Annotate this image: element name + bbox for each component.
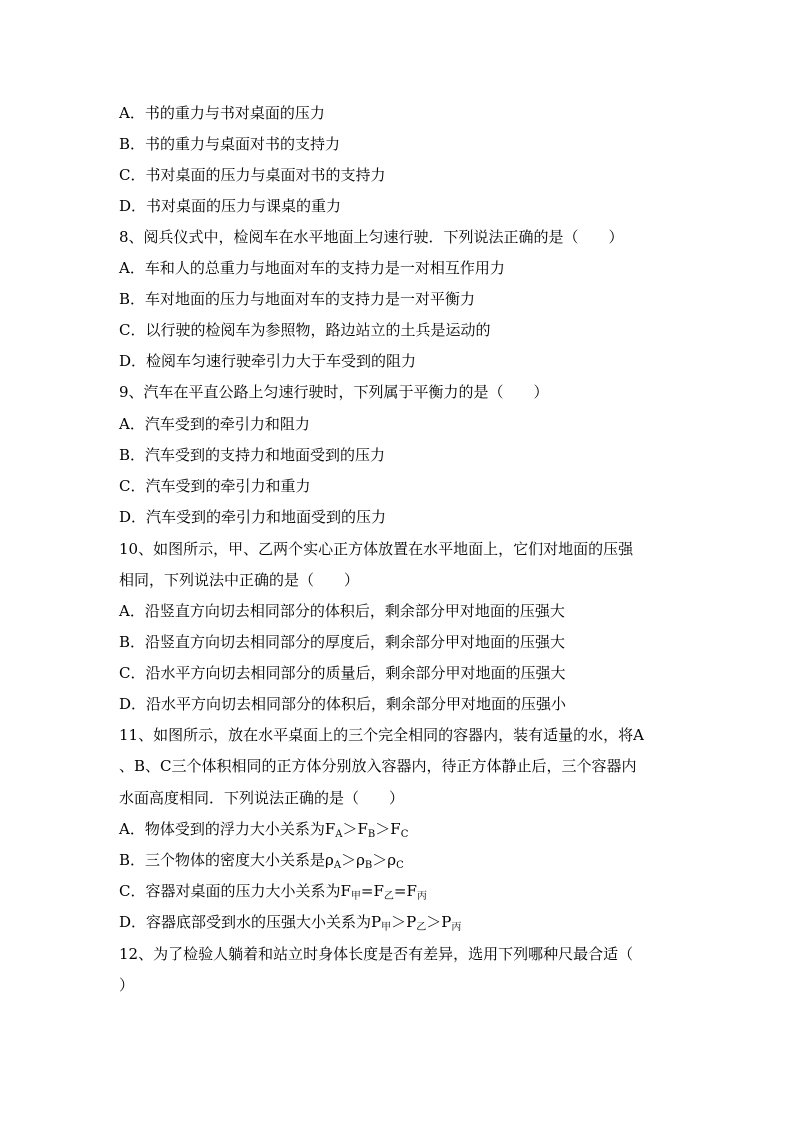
q9-stem: 9、汽车在平直公路上匀速行驶时，下列属于平衡力的是（ ） (119, 383, 549, 401)
q10-option-d: D．沿水平方向切去相同部分的体积后，剩余部分甲对地面的压强小 (119, 695, 567, 713)
q9-option-b: B．汽车受到的支持力和地面受到的压力 (119, 446, 386, 464)
q11-option-c: C．容器对桌面的压力大小关系为$F_甲=F_乙=F_丙$ (119, 882, 427, 902)
q7-option-b: B．书的重力与桌面对书的支持力 (119, 135, 341, 153)
q8-option-d: D．检阅车匀速行驶牵引力大于车受到的阻力 (119, 352, 417, 370)
q9-option-a: A．汽车受到的牵引力和阻力 (119, 415, 310, 433)
q10-option-b: B．沿竖直方向切去相同部分的厚度后，剩余部分甲对地面的压强大 (119, 633, 566, 651)
q7-option-a: A．书的重力与书对桌面的压力 (119, 104, 325, 122)
q10-option-c: C．沿水平方向切去相同部分的质量后，剩余部分甲对地面的压强大 (119, 664, 566, 682)
q12-stem-line1: 12、为了检验人躺着和站立时身体长度是否有差异，选用下列哪种尺最合适（ (119, 945, 634, 963)
q8-option-c: C．以行驶的检阅车为参照物，路边站立的土兵是运动的 (119, 321, 491, 339)
q11-stem-line2: 、B、C三个体积相同的正方体分别放入容器内，待正方体静止后，三个容器内 (119, 757, 637, 775)
q9-option-d: D．汽车受到的牵引力和地面受到的压力 (119, 508, 387, 526)
q7-option-d: D．书对桌面的压力与课桌的重力 (119, 197, 342, 215)
q11-stem-line1: 11、如图所示，放在水平桌面上的三个完全相同的容器内，装有适量的水，将A (119, 726, 644, 744)
q8-option-a: A．车和人的总重力与地面对车的支持力是一对相互作用力 (119, 259, 505, 277)
q11-stem-line3: 水面高度相同．下列说法正确的是（ ） (119, 789, 405, 807)
q12-stem-line2: ） (119, 976, 135, 994)
q8-stem: 8、阅兵仪式中，检阅车在水平地面上匀速行驶．下列说法正确的是（ ） (119, 228, 624, 246)
q11-option-a: A．物体受到的浮力大小关系为$F_A>F_B>F_C$ (119, 820, 409, 840)
q10-stem-line1: 10、如图所示，甲、乙两个实心正方体放置在水平地面上，它们对地面的压强 (119, 540, 634, 558)
q10-stem-line2: 相同，下列说法中正确的是（ ） (119, 571, 360, 589)
q7-option-c: C．书对桌面的压力与桌面对书的支持力 (119, 166, 386, 184)
q9-option-c: C．汽车受到的牵引力和重力 (119, 477, 311, 495)
q11-option-d: D．容器底部受到水的压强大小关系为$P_甲>P_乙>P_丙$ (119, 913, 462, 933)
q10-option-a: A．沿竖直方向切去相同部分的体积后，剩余部分甲对地面的压强大 (119, 602, 565, 620)
q11-option-b: B．三个物体的密度大小关系是$\rho_A>\rho_B>\rho_C$ (119, 851, 404, 871)
q8-option-b: B．车对地面的压力与地面对车的支持力是一对平衡力 (119, 290, 476, 308)
